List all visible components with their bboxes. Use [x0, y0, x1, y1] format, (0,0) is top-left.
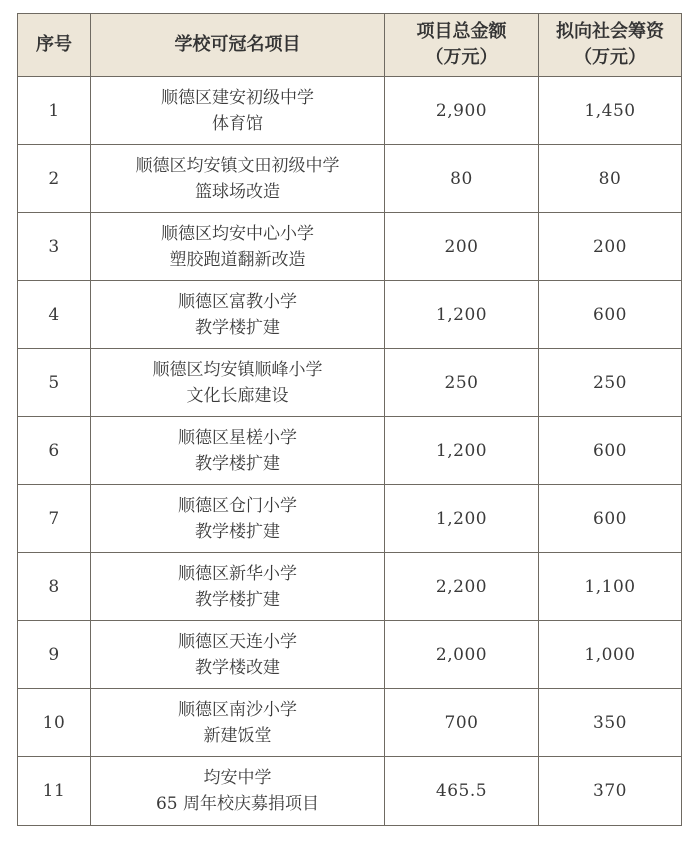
table-row: [18, 553, 682, 621]
row-total-amount: 1,200: [385, 281, 539, 349]
row-project-name: 顺德区星槎小学 教学楼扩建: [91, 417, 385, 485]
row-total-amount: 2,200: [385, 553, 539, 621]
row-social-funding: 200: [539, 213, 682, 281]
row-project-name: 顺德区南沙小学 新建饭堂: [91, 689, 385, 757]
row-project-name: 顺德区富教小学 教学楼扩建: [91, 281, 385, 349]
row-index: 5: [18, 349, 91, 417]
row-total-amount: 2,900: [385, 77, 539, 145]
row-index: 2: [18, 145, 91, 213]
table-header-row: [18, 14, 682, 77]
header-social-funding: 拟向社会筹资 （万元）: [539, 14, 682, 77]
row-total-amount: 700: [385, 689, 539, 757]
header-total-amount: 项目总金额 （万元）: [385, 14, 539, 77]
row-total-amount: 465.5: [385, 757, 539, 826]
header-index: 序号: [18, 14, 91, 77]
row-project-name: 均安中学 65 周年校庆募捐项目: [91, 757, 385, 826]
row-social-funding: 600: [539, 485, 682, 553]
row-index: 1: [18, 77, 91, 145]
table-row: [18, 281, 682, 349]
row-project-name: 顺德区均安镇顺峰小学 文化长廊建设: [91, 349, 385, 417]
row-index: 8: [18, 553, 91, 621]
row-social-funding: 370: [539, 757, 682, 826]
table-row: [18, 349, 682, 417]
row-social-funding: 1,000: [539, 621, 682, 689]
table-row: [18, 417, 682, 485]
row-project-name: 顺德区天连小学 教学楼改建: [91, 621, 385, 689]
table-row: [18, 213, 682, 281]
row-social-funding: 350: [539, 689, 682, 757]
header-project: 学校可冠名项目: [91, 14, 385, 77]
row-total-amount: 200: [385, 213, 539, 281]
row-social-funding: 80: [539, 145, 682, 213]
table-row: [18, 757, 682, 826]
row-social-funding: 1,450: [539, 77, 682, 145]
table-row: [18, 145, 682, 213]
row-index: 11: [18, 757, 91, 826]
row-project-name: 顺德区仓门小学 教学楼扩建: [91, 485, 385, 553]
row-project-name: 顺德区均安中心小学 塑胶跑道翻新改造: [91, 213, 385, 281]
row-total-amount: 250: [385, 349, 539, 417]
row-index: 9: [18, 621, 91, 689]
row-index: 10: [18, 689, 91, 757]
school-naming-projects-table: [17, 13, 682, 826]
row-social-funding: 1,100: [539, 553, 682, 621]
row-index: 4: [18, 281, 91, 349]
table-body: [18, 77, 682, 826]
row-index: 3: [18, 213, 91, 281]
row-index: 7: [18, 485, 91, 553]
row-project-name: 顺德区新华小学 教学楼扩建: [91, 553, 385, 621]
row-social-funding: 600: [539, 417, 682, 485]
table-row: [18, 77, 682, 145]
table-row: [18, 621, 682, 689]
row-index: 6: [18, 417, 91, 485]
row-total-amount: 2,000: [385, 621, 539, 689]
row-total-amount: 1,200: [385, 417, 539, 485]
row-project-name: 顺德区均安镇文田初级中学 篮球场改造: [91, 145, 385, 213]
row-total-amount: 80: [385, 145, 539, 213]
table-row: [18, 485, 682, 553]
row-social-funding: 250: [539, 349, 682, 417]
table-row: [18, 689, 682, 757]
row-project-name: 顺德区建安初级中学 体育馆: [91, 77, 385, 145]
row-total-amount: 1,200: [385, 485, 539, 553]
row-social-funding: 600: [539, 281, 682, 349]
